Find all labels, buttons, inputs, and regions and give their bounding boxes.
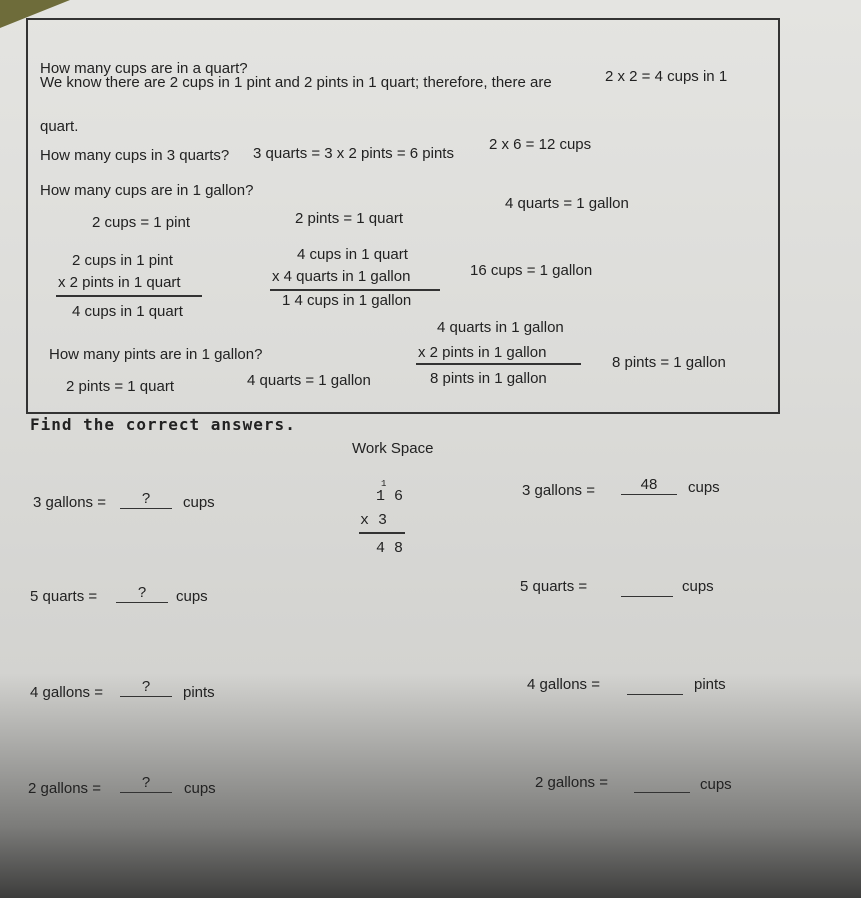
- problem1-left-label: 3 gallons =: [33, 494, 106, 511]
- pints-in-gallon-answer: 8 pints = 1 gallon: [612, 354, 726, 371]
- problem3-right-label: 4 gallons =: [527, 676, 600, 693]
- pints-to-cups-equation: 2 x 6 = 12 cups: [489, 136, 592, 153]
- problem2-left-label: 5 quarts =: [30, 588, 98, 605]
- mult1-result: 4 cups in 1 quart: [72, 303, 183, 320]
- problem2-unit: cups: [176, 588, 208, 605]
- problem4-unit: cups: [184, 780, 216, 797]
- explanation-equation: 2 x 2 = 4 cups in 1: [605, 68, 728, 85]
- problem1-right-unit: cups: [688, 479, 720, 496]
- fact-pints-quart: 2 pints = 1 quart: [295, 210, 403, 227]
- fact-quarts-gallon-2: 4 quarts = 1 gallon: [247, 372, 371, 389]
- work-multiplier: x 3: [360, 512, 388, 529]
- problem3-unit: pints: [183, 684, 215, 701]
- problem1-answer-field[interactable]: 48: [621, 476, 677, 495]
- question-cups-in-gallon: How many cups are in 1 gallon?: [40, 182, 254, 199]
- fact-quarts-gallon: 4 quarts = 1 gallon: [505, 195, 629, 212]
- problem1-unit: cups: [183, 494, 215, 511]
- problem4-left-label: 2 gallons =: [28, 780, 101, 797]
- mult3-rule: [416, 363, 581, 365]
- mult1-rule: [56, 295, 202, 297]
- work-top-number: 1 6: [376, 488, 404, 505]
- problem1-blank[interactable]: ?: [120, 490, 172, 509]
- question-pints-in-gallon: How many pints are in 1 gallon?: [49, 346, 263, 363]
- work-space-label: Work Space: [352, 440, 434, 457]
- question-cups-in-3-quarts: How many cups in 3 quarts?: [40, 147, 230, 164]
- problem4-right-label: 2 gallons =: [535, 774, 608, 791]
- mult2-multiplier: x 4 quarts in 1 gallon: [272, 268, 411, 285]
- work-rule: [359, 532, 405, 534]
- mult3-result: 8 pints in 1 gallon: [430, 370, 547, 387]
- problem2-blank[interactable]: ?: [116, 584, 168, 603]
- quarts-to-pints-equation: 3 quarts = 3 x 2 pints = 6 pints: [253, 145, 454, 162]
- mult2-result: 1 4 cups in 1 gallon: [282, 292, 412, 309]
- mult3-multiplier: x 2 pints in 1 gallon: [418, 344, 547, 361]
- problem4-answer-field[interactable]: [634, 774, 690, 793]
- mult1-multiplier: x 2 pints in 1 quart: [58, 274, 181, 291]
- work-result: 4 8: [376, 540, 404, 557]
- problem3-answer-field[interactable]: [627, 676, 683, 695]
- problem2-answer-field[interactable]: [621, 578, 673, 597]
- problem3-right-unit: pints: [694, 676, 726, 693]
- explanation-line: We know there are 2 cups in 1 pint and 2 pints in 1 quart; therefore, there are: [40, 74, 552, 91]
- problem1-right-label: 3 gallons =: [522, 482, 595, 499]
- mult1-top: 2 cups in 1 pint: [72, 252, 173, 269]
- problem3-left-label: 4 gallons =: [30, 684, 103, 701]
- explanation-continuation: quart.: [40, 118, 79, 135]
- problem4-blank[interactable]: ?: [120, 774, 172, 793]
- fact-pints-quart-2: 2 pints = 1 quart: [66, 378, 174, 395]
- cups-in-gallon-answer: 16 cups = 1 gallon: [470, 262, 593, 279]
- work-carry-digit: 1: [381, 479, 387, 489]
- question-cups-in-quart: How many cups are in a quart?: [40, 60, 248, 77]
- problem3-blank[interactable]: ?: [120, 678, 172, 697]
- mult3-top: 4 quarts in 1 gallon: [437, 319, 564, 336]
- problem2-right-unit: cups: [682, 578, 714, 595]
- mult2-rule: [270, 289, 440, 291]
- section-heading: Find the correct answers.: [30, 415, 296, 434]
- problem4-right-unit: cups: [700, 776, 732, 793]
- mult2-top: 4 cups in 1 quart: [297, 246, 408, 263]
- fact-cups-pint: 2 cups = 1 pint: [92, 214, 190, 231]
- problem2-right-label: 5 quarts =: [520, 578, 588, 595]
